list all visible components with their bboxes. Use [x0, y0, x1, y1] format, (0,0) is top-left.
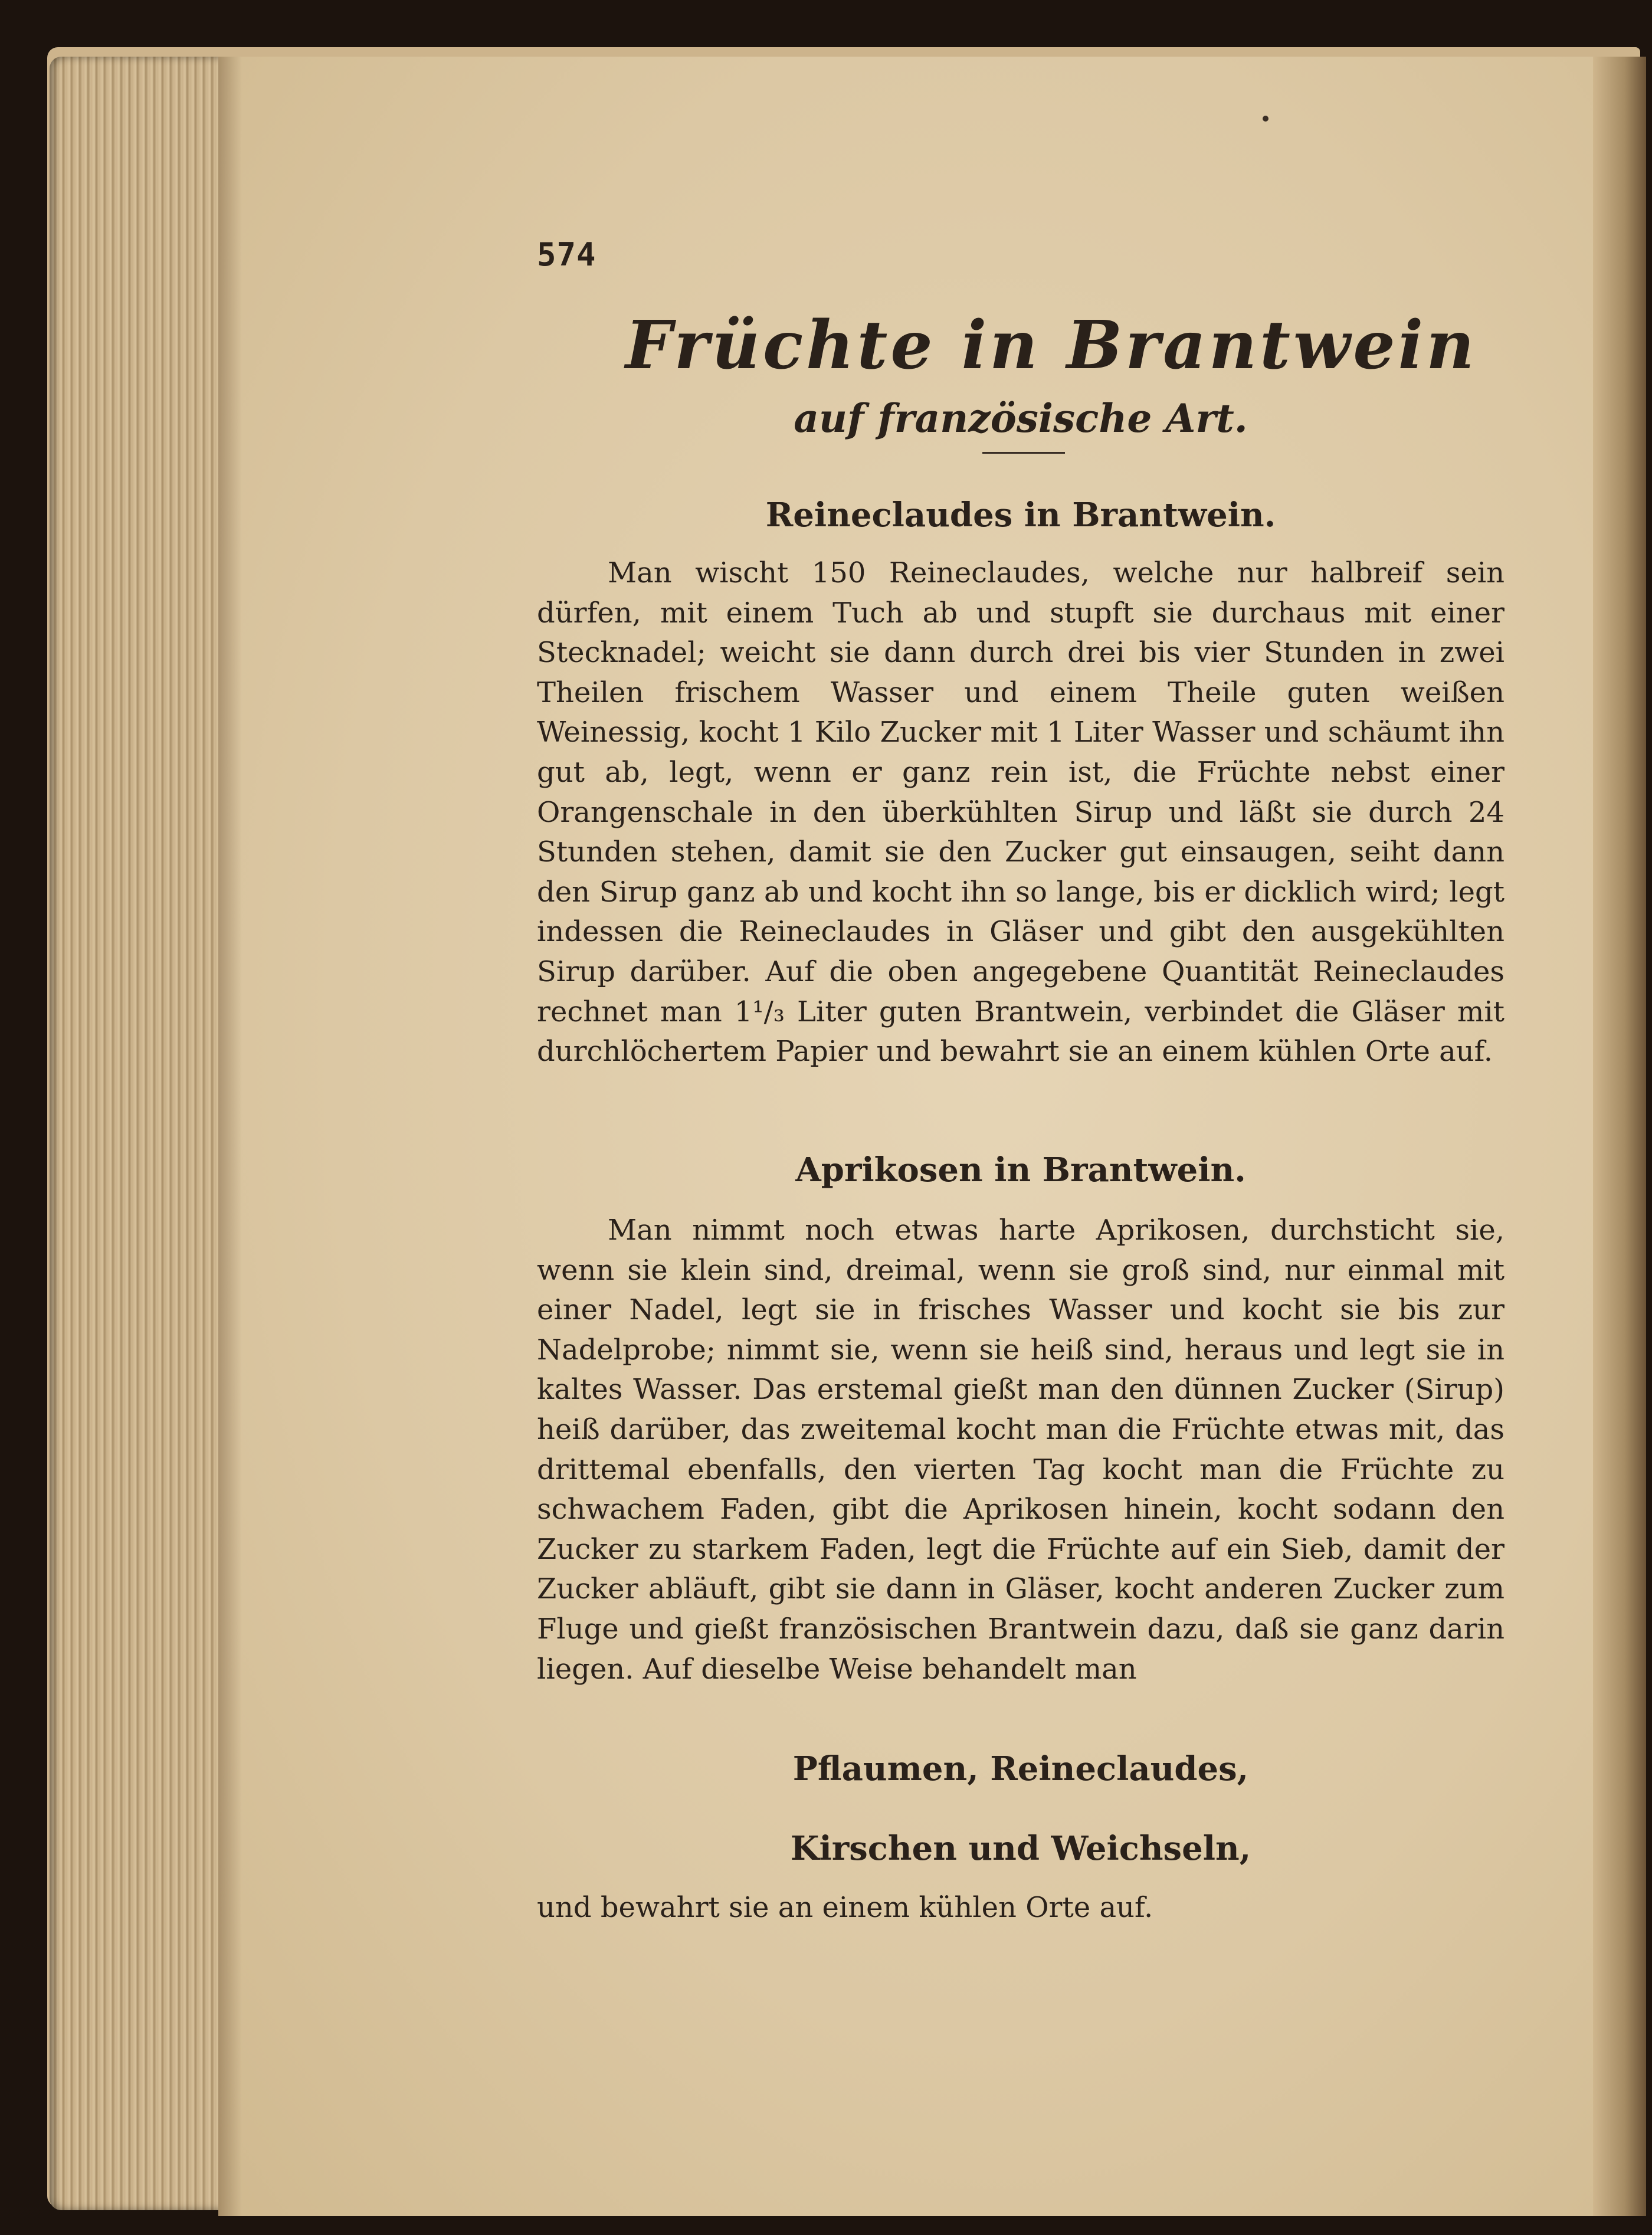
closing-text — [537, 1888, 1504, 1928]
title-divider — [982, 452, 1065, 454]
section-text-aprikosen — [537, 1211, 1504, 1689]
closing-line: und bewahrt sie an einem kühlen Orte auf. — [537, 1891, 1153, 1924]
paragraph-aprikosen: Man nimmt noch etwas harte Aprikosen, durchsticht sie, wenn sie klein sind, dreimal, wenn sie groß sind, nur einmal mit einer Nadel, legt sie in frisches Wasser und kocht sie bis zur Nadelprobe; nimmt sie, wenn sie heiß sind, heraus und legt sie in kaltes Wasser. Das erstemal gießt man den dünnen Zucker (Sirup) heiß darüber, das zweitemal kocht man die Früchte etwas mit, das drittemal ebenfalls, den vierten Tag kocht man die Früchte zu schwachem Faden, gibt die Aprikosen hinein, kocht sodann den Zucker zu starkem Faden, legt die Früchte auf ein Sieb, damit der Zucker abläuft, gibt sie dann in Gläser, kocht anderen Zucker zum Fluge und gießt französischen Brantwein dazu, daß sie ganz darin liegen. Auf dieselbe Weise behandelt man — [537, 1214, 1504, 1686]
chapter-title: Früchte in Brantwein — [625, 307, 1477, 384]
ink-speck — [1263, 116, 1268, 122]
page-number: 574 — [537, 236, 596, 273]
chapter-subtitle: auf französische Art. — [794, 395, 1248, 441]
gutter-shadow — [218, 57, 242, 2216]
section-heading-aprikosen: Aprikosen in Brantwein. — [795, 1151, 1246, 1189]
list-heading-kirschen: Kirschen und Weichseln, — [790, 1829, 1251, 1868]
section-text-reineclaudes — [537, 553, 1504, 1072]
list-heading-pflaumen: Pflaumen, Reineclaudes, — [792, 1749, 1249, 1788]
facing-page-edge — [1593, 57, 1646, 2216]
section-heading-reineclaudes: Reineclaudes in Brantwein. — [765, 496, 1276, 535]
paragraph-reineclaudes: Man wischt 150 Reineclaudes, welche nur halbreif sein dürfen, mit einem Tuch ab und stupft sie durchaus mit einer Stecknadel; weicht sie dann durch drei bis vier Stunden in zwei Theilen frischem Wasser und einem Theile guten weißen Weinessig, kocht 1 Kilo Zucker mit 1 Liter Wasser und schäumt ihn gut ab, legt, wenn er ganz rein ist, die Früchte nebst einer Orangenschale in den überkühlten Sirup und läßt sie durch 24 Stunden stehen, damit sie den Zucker gut einsaugen, seiht dann den Sirup ganz ab und kocht ihn so lange, bis er dicklich wird; legt indessen die Reineclaudes in Gläser und gibt den ausgekühlten Sirup darüber. Auf die oben angegebene Quantität Reineclaudes rechnet man 1¹/₃ Liter guten Brantwein, verbindet die Gläser mit durchlöchertem Papier und bewahrt sie an einem kühlen Orte auf. — [537, 556, 1504, 1069]
page-edges — [50, 57, 227, 2210]
